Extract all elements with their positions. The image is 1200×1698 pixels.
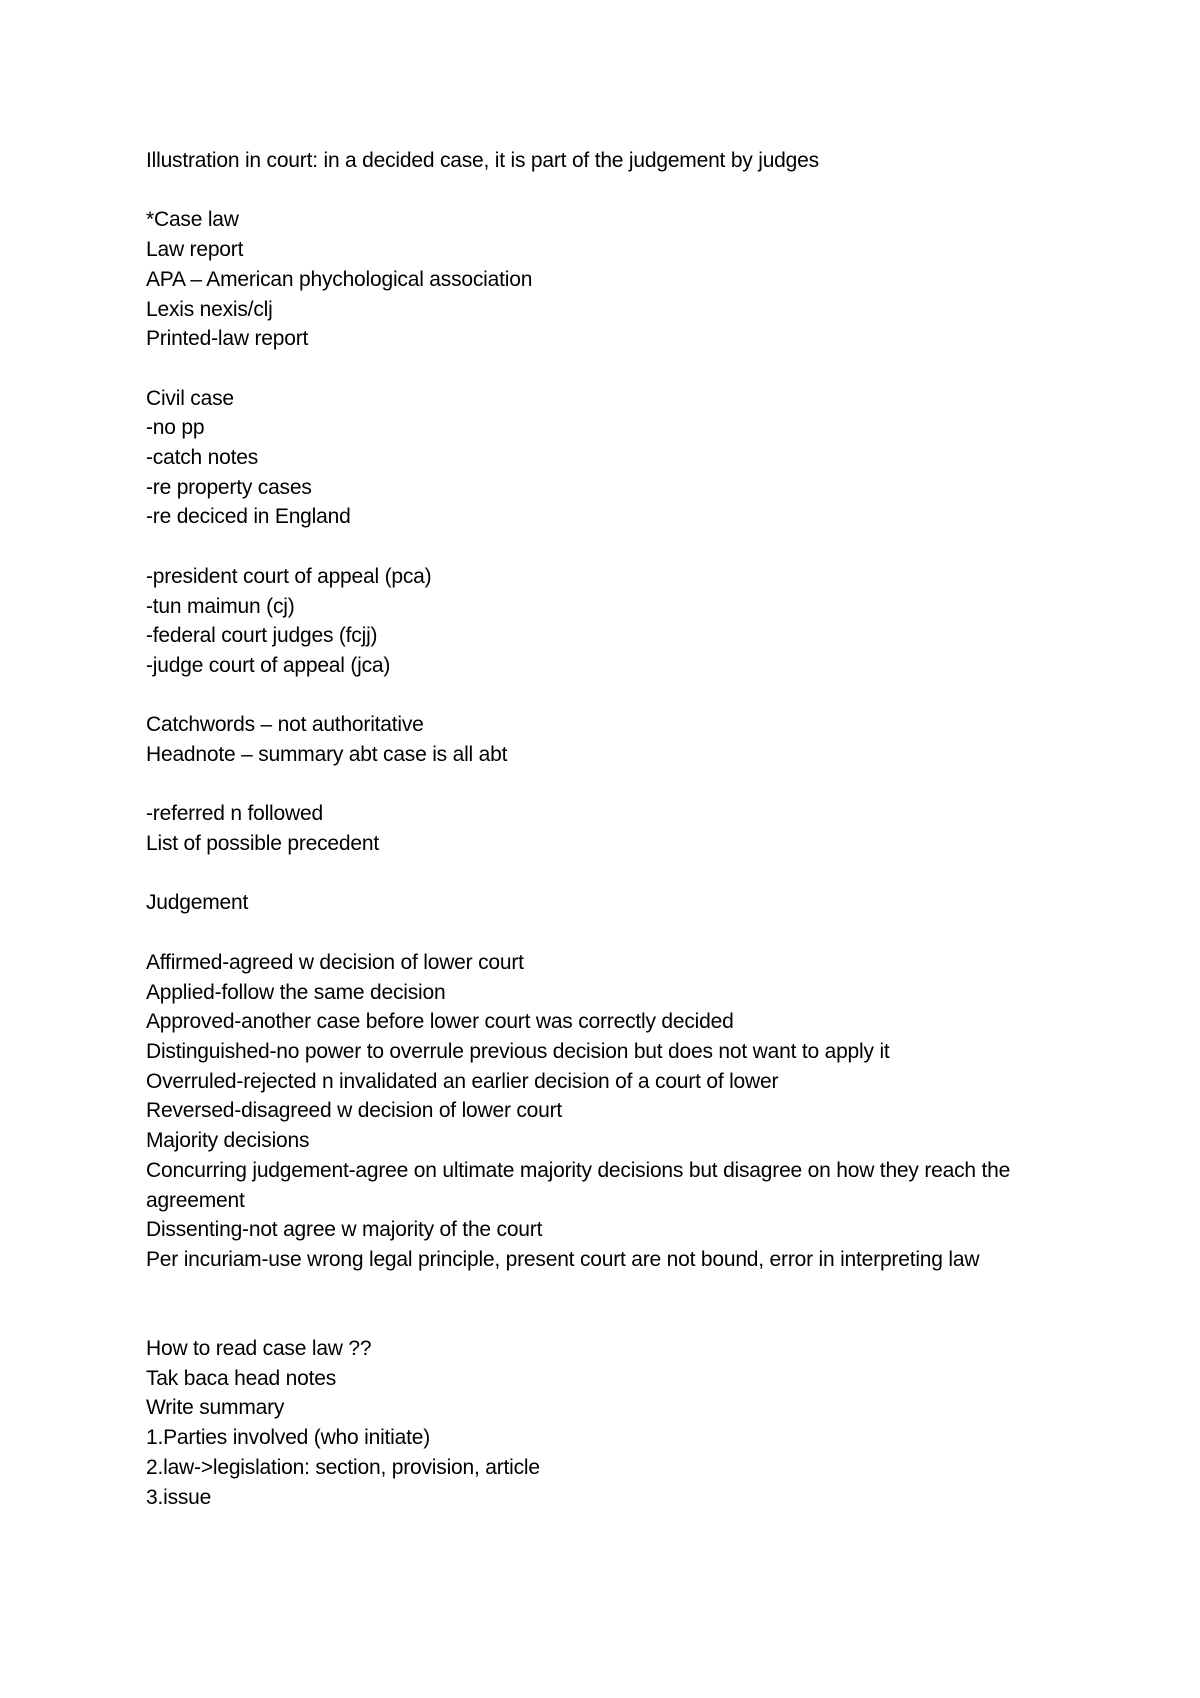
- text-line: Distinguished-no power to overrule previous decision but does not want to apply it: [146, 1039, 890, 1063]
- text-line: -re property cases: [146, 475, 312, 499]
- text-line: -re deciced in England: [146, 505, 351, 529]
- paragraph-judgement-heading: [146, 888, 1076, 918]
- text-line: -referred n followed: [146, 802, 323, 826]
- text-line: Concurring judgement-agree on ultimate majority decisions but disagree on how they reach the agreement: [146, 1158, 1011, 1212]
- text-line: 2.law->legislation: section, provision, article: [146, 1455, 540, 1479]
- text-line: Applied-follow the same decision: [146, 980, 446, 1004]
- text-line: Judgement: [146, 891, 249, 915]
- text-line: Affirmed-agreed w decision of lower court: [146, 950, 524, 974]
- text-line: -federal court judges (fcjj): [146, 624, 378, 648]
- text-line: -tun maimun (cj): [146, 594, 295, 618]
- text-line: List of possible precedent: [146, 832, 379, 856]
- text-line: -judge court of appeal (jca): [146, 653, 391, 677]
- text-line: Headnote – summary abt case is all abt: [146, 743, 508, 766]
- text-line: Write summary: [146, 1396, 285, 1420]
- text-line: Catchwords – not authoritative: [146, 713, 424, 737]
- text-line: Civil case: [146, 386, 234, 410]
- text-line: How to read case law ??: [146, 1337, 372, 1360]
- text-line: Majority decisions: [146, 1129, 310, 1153]
- text-line: *Case law: [146, 208, 239, 232]
- text-line: 1.Parties involved (who initiate): [146, 1426, 431, 1450]
- text-line: Illustration in court: in a decided case, it is part of the judgement by judges: [146, 149, 819, 172]
- text-line: Law report: [146, 238, 244, 262]
- text-line: APA – American phychological association: [146, 267, 533, 291]
- text-line: Approved-another case before lower court was correctly decided: [146, 1010, 734, 1034]
- text-line: 3.issue: [146, 1485, 212, 1509]
- paragraph-judgement-terms: [146, 948, 1076, 1275]
- text-line: -no pp: [146, 416, 205, 440]
- document-page: [146, 146, 1076, 1542]
- text-line: Reversed-disagreed w decision of lower court: [146, 1099, 563, 1123]
- paragraph-precedent: [146, 799, 1076, 858]
- text-line: Dissenting-not agree w majority of the court: [146, 1218, 543, 1242]
- paragraph-catchwords-headnote: [146, 710, 1076, 769]
- paragraph-case-law-sources: [146, 205, 1076, 354]
- text-line: Overruled-rejected n invalidated an earlier decision of a court of lower: [146, 1069, 779, 1093]
- paragraph-intro: [146, 146, 1076, 176]
- paragraph-judges: [146, 562, 1076, 681]
- text-line: Lexis nexis/clj: [146, 297, 273, 321]
- paragraph-how-to-read: [146, 1334, 1076, 1512]
- text-line: Tak baca head notes: [146, 1366, 337, 1390]
- text-line: Per incuriam-use wrong legal principle, present court are not bound, error in interpreting law: [146, 1247, 980, 1271]
- text-line: Printed-law report: [146, 327, 309, 351]
- paragraph-civil-case: [146, 384, 1076, 533]
- text-line: -catch notes: [146, 446, 258, 469]
- text-line: -president court of appeal (pca): [146, 564, 432, 588]
